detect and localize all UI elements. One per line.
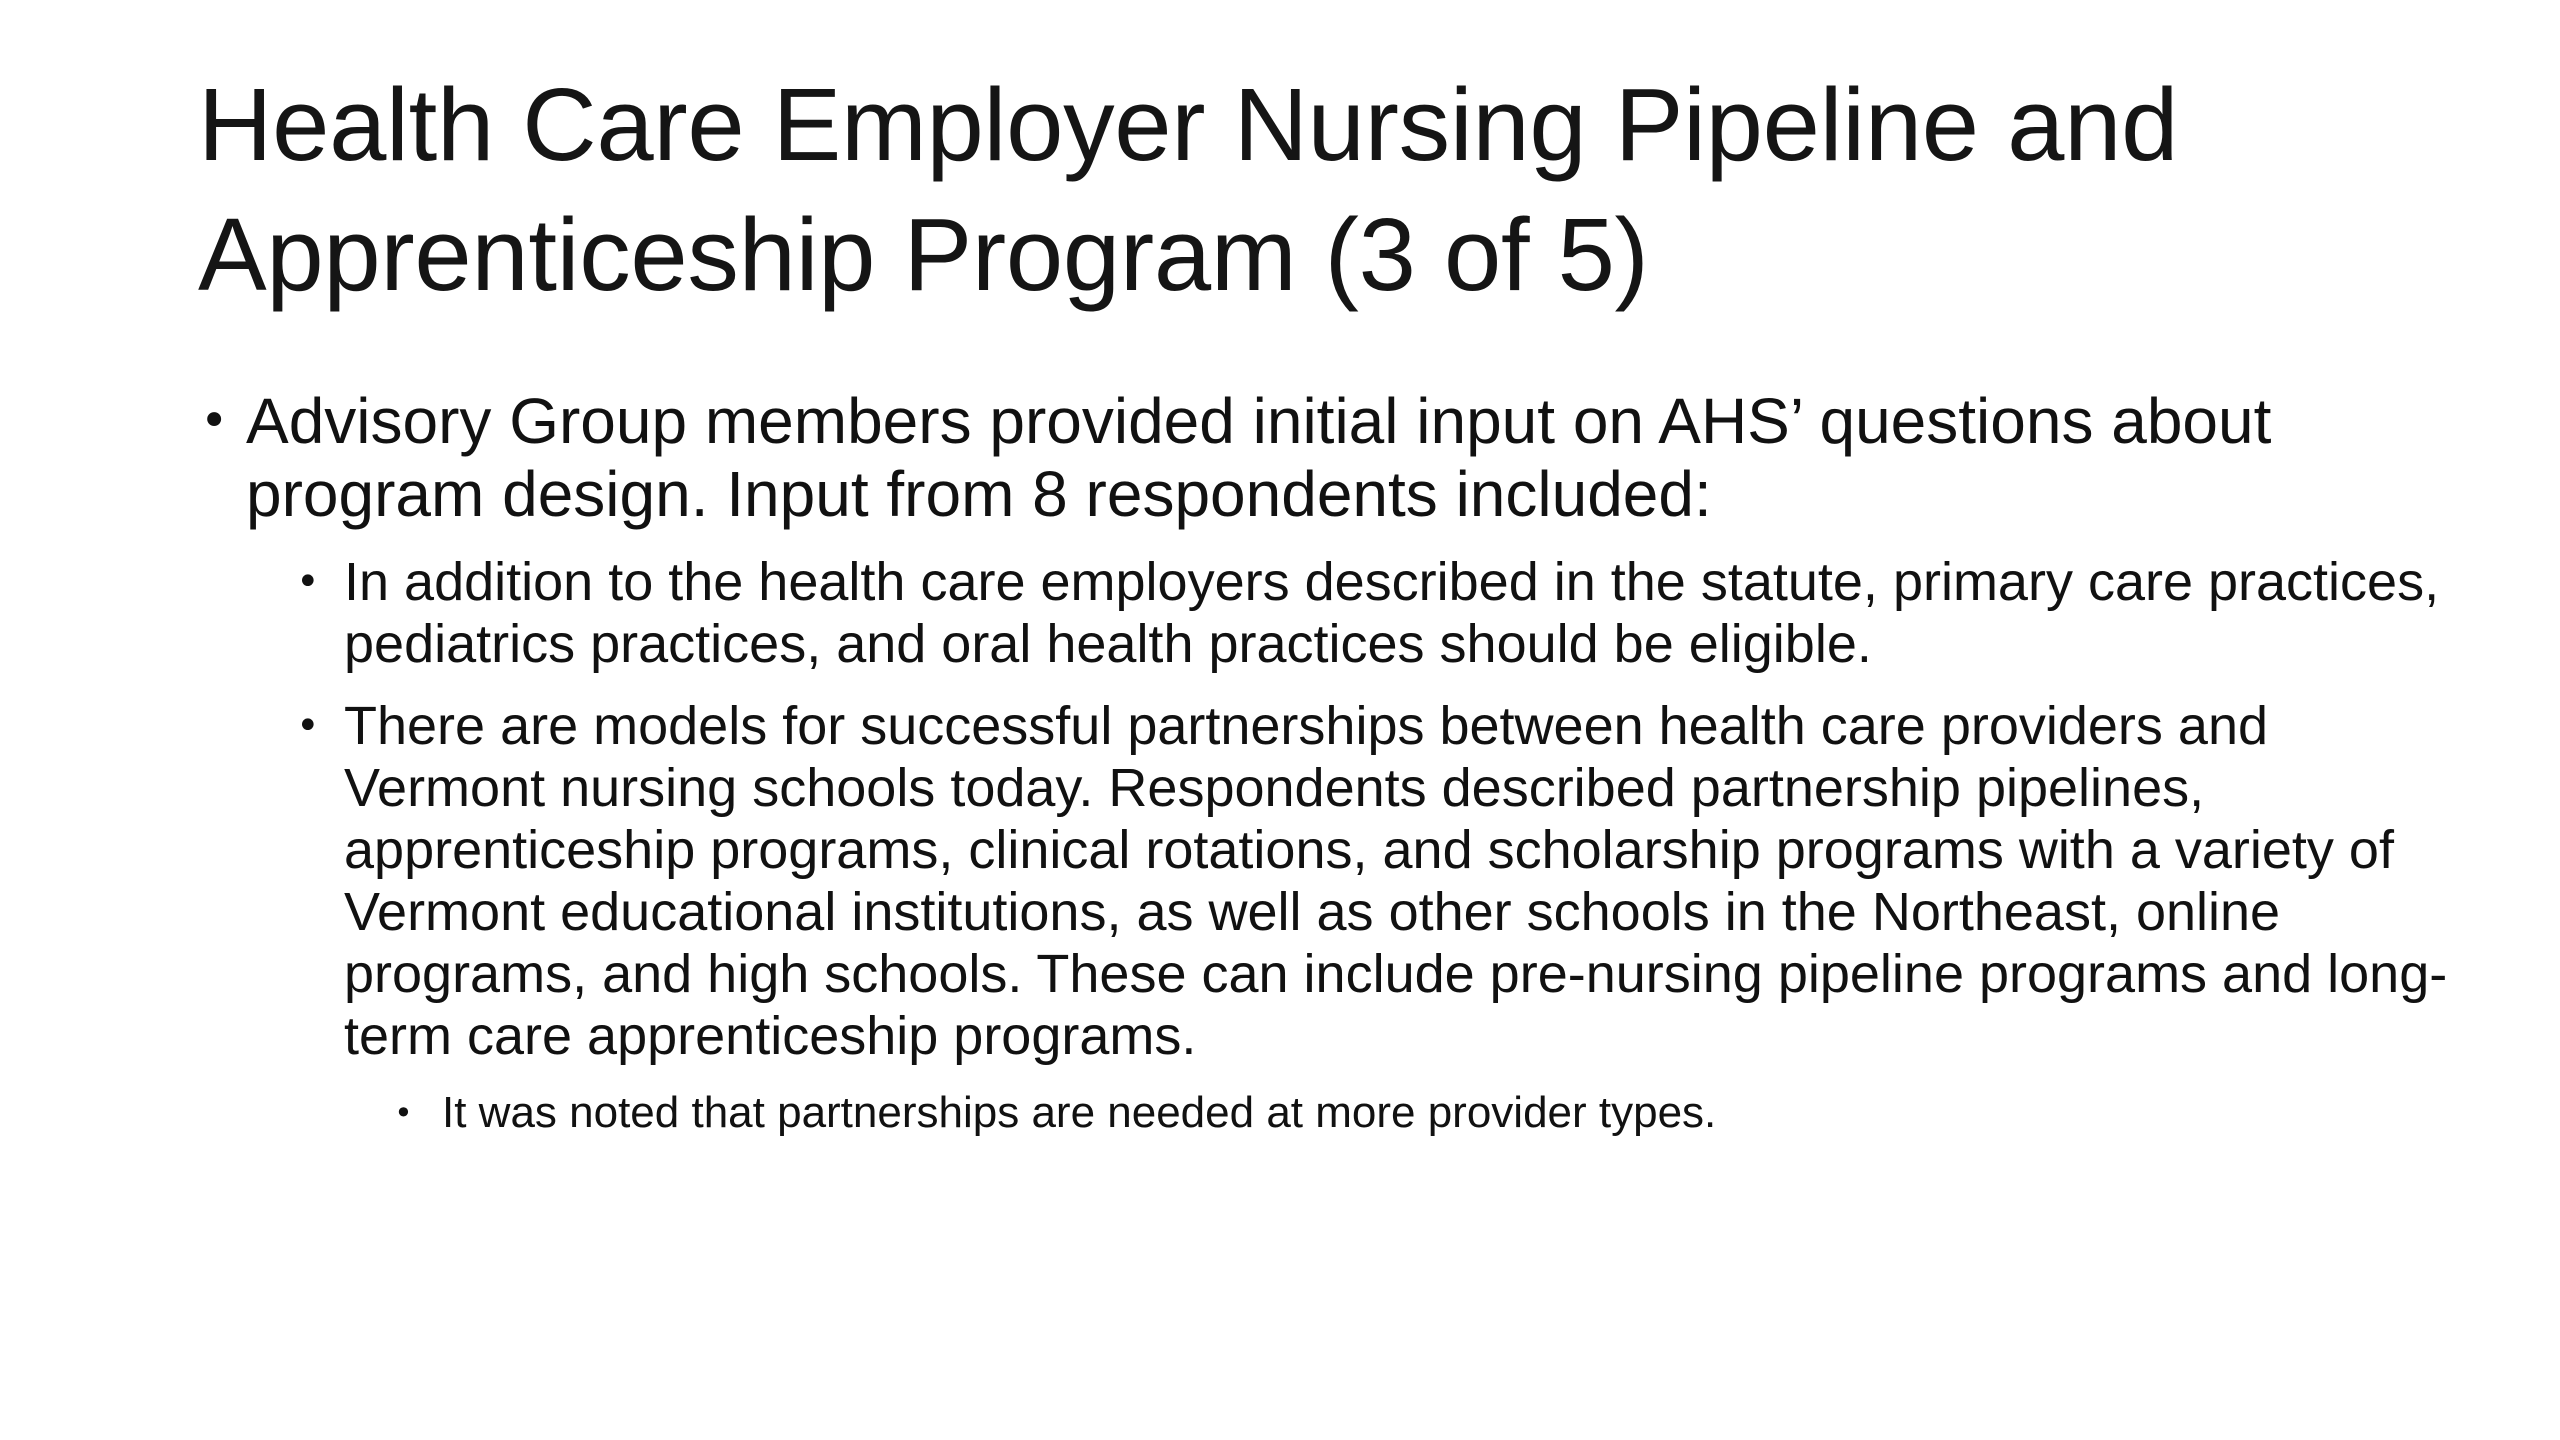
bullet-text: In addition to the health care employers described in the statute, primary care practices, pediatrics practices, and oral health practices should be eligible. <box>344 552 2440 674</box>
bullet-dot-icon: • <box>296 703 320 749</box>
slide-body <box>198 385 2448 1139</box>
bullet-dot-icon: • <box>394 1094 413 1132</box>
bullet-text: There are models for successful partnerships between health care providers and Vermont nursing schools today. Respondents described partnership pipelines, apprenticeship programs, clinical rotations, and scholarship programs with a variety of Vermont educational institutions, as well as other schools in the Northeast, online programs, and high schools. These can include pre-nursing pipeline programs and long-term care apprenticeship programs. <box>344 696 2448 1066</box>
slide-title: Health Care Employer Nursing Pipeline and Apprenticeship Program (3 of 5) <box>198 67 2179 312</box>
bullet-level-2 <box>296 695 2448 1067</box>
bullet-dot-icon: • <box>200 393 229 449</box>
bullet-level-2 <box>296 551 2448 675</box>
bullet-text: It was noted that partnerships are needed at more provider types. <box>442 1088 1717 1137</box>
bullet-dot-icon: • <box>296 559 320 605</box>
bullet-level-1 <box>198 385 2448 531</box>
bullet-text: Advisory Group members provided initial input on AHS’ questions about program design. Input from 8 respondents included: <box>246 385 2272 530</box>
bullet-level-3 <box>394 1087 2448 1139</box>
